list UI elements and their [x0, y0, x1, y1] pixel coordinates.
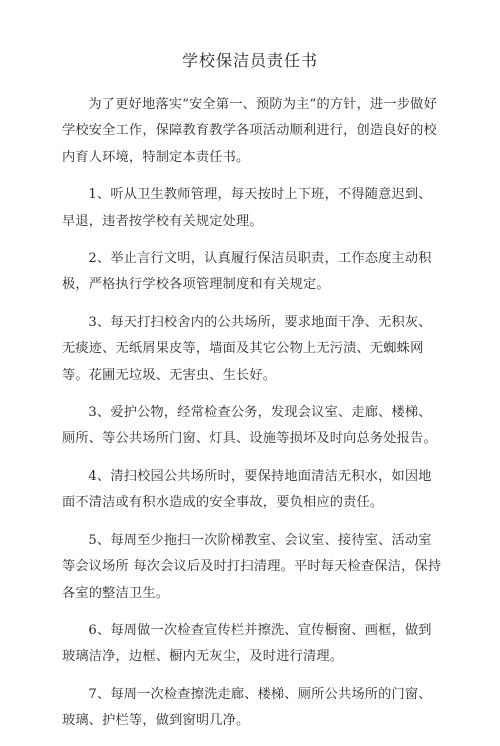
- intro-paragraph: 为了更好地落实“安全第一、预防为主”的方针，进一步做好学校安全工作，保障教育教学各项活动顺利进行，创造良好的校内育人环境，特制定本责任书。: [62, 97, 437, 165]
- clause-4-paragraph: 4、清扫校园公共场所时，要保持地面清洁无积水，如因地面不清洁或有积水造成的安全事故，要负相应的责任。: [62, 468, 432, 511]
- clause-3b-paragraph: 3、爱护公物，经常检查公务，发现会议室、走廊、楼梯、厕所、等公共场所门窗、灯具、设施等损坏及时向总务处报告。: [62, 405, 437, 447]
- clause-3-paragraph: 3、每天打扫校舍内的公共场所，要求地面干净、无积灰、无痰迹、无纸屑果皮等，墙面及其它公物上无污渍、无蜘蛛网等。花圃无垃圾、无害虫、生长好。: [62, 314, 432, 383]
- clause-6-paragraph: 6、每周做一次检查宣传栏并擦洗、宣传橱窗、画框，做到玻璃洁净，边框、橱内无灰尘，及时进行清理。: [62, 622, 432, 665]
- document-body: [62, 92, 442, 746]
- clause-5-paragraph: 5、每周至少拖扫一次阶梯教室、会议室、接待室、活动室等会议场所 每次会议后及时打扫清理。平时每天检查保洁，保持各室的整洁卫生。: [62, 532, 442, 601]
- clause-1-paragraph: 1、听从卫生教师管理，每天按时上下班，不得随意迟到、早退，违者按学校有关规定处理。: [62, 187, 432, 229]
- document-title: 学校保洁员责任书: [181, 51, 318, 70]
- clause-2-paragraph: 2、举止言行文明，认真履行保洁员职责，工作态度主动积极，严格执行学校各项管理制度和有关规定。: [62, 251, 432, 293]
- clause-7-paragraph: 7、每周一次检查擦洗走廊、楼梯、厕所公共场所的门窗、玻璃、护栏等，做到窗明几净。: [62, 686, 432, 729]
